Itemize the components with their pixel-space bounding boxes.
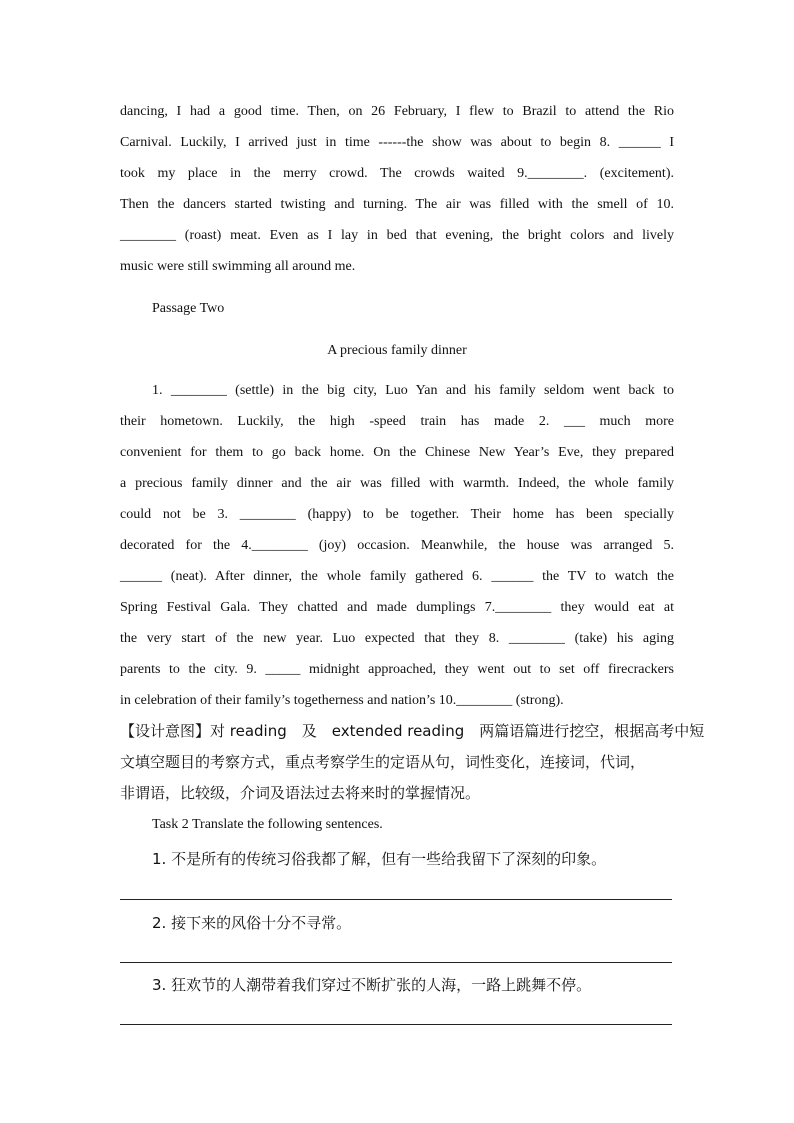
note-line: 文填空题目的考察方式，重点考察学生的定语从句，词性变化，连接词，代词， — [120, 753, 646, 771]
note-line: 【设计意图】对 reading 及 extended reading 两篇语篇进行挖空，根据高考中短 — [120, 722, 705, 740]
passage-line: their hometown. Luckily, the high -speed train has made 2. ___ much more — [120, 414, 674, 429]
passage-line: dancing, I had a good time. Then, on 26 February, I flew to Brazil to attend the Rio — [120, 104, 674, 119]
passage-line: a precious family dinner and the air was filled with warmth. Indeed, the whole family — [120, 476, 674, 491]
passage-line: in celebration of their family’s togetherness and nation’s 10.________ (strong). — [120, 693, 564, 708]
answer-line[interactable] — [120, 962, 672, 963]
design-intent-note — [120, 716, 705, 809]
passage-line: decorated for the 4.________ (joy) occasion. Meanwhile, the house was arranged 5. — [120, 538, 674, 553]
answer-line[interactable] — [120, 899, 672, 900]
passage-line: could not be 3. ________ (happy) to be together. Their home has been specially — [120, 507, 674, 522]
answer-line[interactable] — [120, 1024, 672, 1025]
passage-line: music were still swimming all around me. — [120, 259, 356, 274]
translation-item: 2. 接下来的风俗十分不寻常。 — [152, 914, 352, 932]
note-line: 非谓语，比较级，介词及语法过去将来时的掌握情况。 — [120, 784, 481, 802]
translation-item: 1. 不是所有的传统习俗我都了解，但有一些给我留下了深刻的印象。 — [152, 850, 607, 868]
passage-two-title: A precious family dinner — [327, 343, 467, 358]
passage-line: ______ (neat). After dinner, the whole family gathered 6. ______ the TV to watch the — [120, 569, 674, 584]
document-page — [120, 96, 705, 1025]
passage-line: 1. ________ (settle) in the big city, Luo Yan and his family seldom went back to — [152, 383, 674, 398]
passage-line: Spring Festival Gala. They chatted and made dumplings 7.________ they would eat at — [120, 600, 674, 615]
passage-line: ________ (roast) meat. Even as I lay in bed that evening, the bright colors and lively — [120, 228, 674, 243]
passage-one-text — [120, 96, 674, 282]
task-two-heading: Task 2 Translate the following sentences. — [152, 817, 383, 832]
passage-line: the very start of the new year. Luo expected that they 8. ________ (take) his aging — [120, 631, 674, 646]
passage-line: took my place in the merry crowd. The crowds waited 9.________. (excitement). — [120, 166, 674, 181]
passage-two-text — [120, 375, 674, 716]
translation-item: 3. 狂欢节的人潮带着我们穿过不断扩张的人海，一路上跳舞不停。 — [152, 976, 592, 994]
passage-line: parents to the city. 9. _____ midnight approached, they went out to set off firecrackers — [120, 662, 674, 677]
passage-line: Carnival. Luckily, I arrived just in time ------the show was about to begin 8. ______ I — [120, 135, 674, 150]
passage-two-label: Passage Two — [152, 301, 225, 316]
passage-line: convenient for them to go back home. On the Chinese New Year’s Eve, they prepared — [120, 445, 674, 460]
passage-line: Then the dancers started twisting and turning. The air was filled with the smell of 10. — [120, 197, 674, 212]
